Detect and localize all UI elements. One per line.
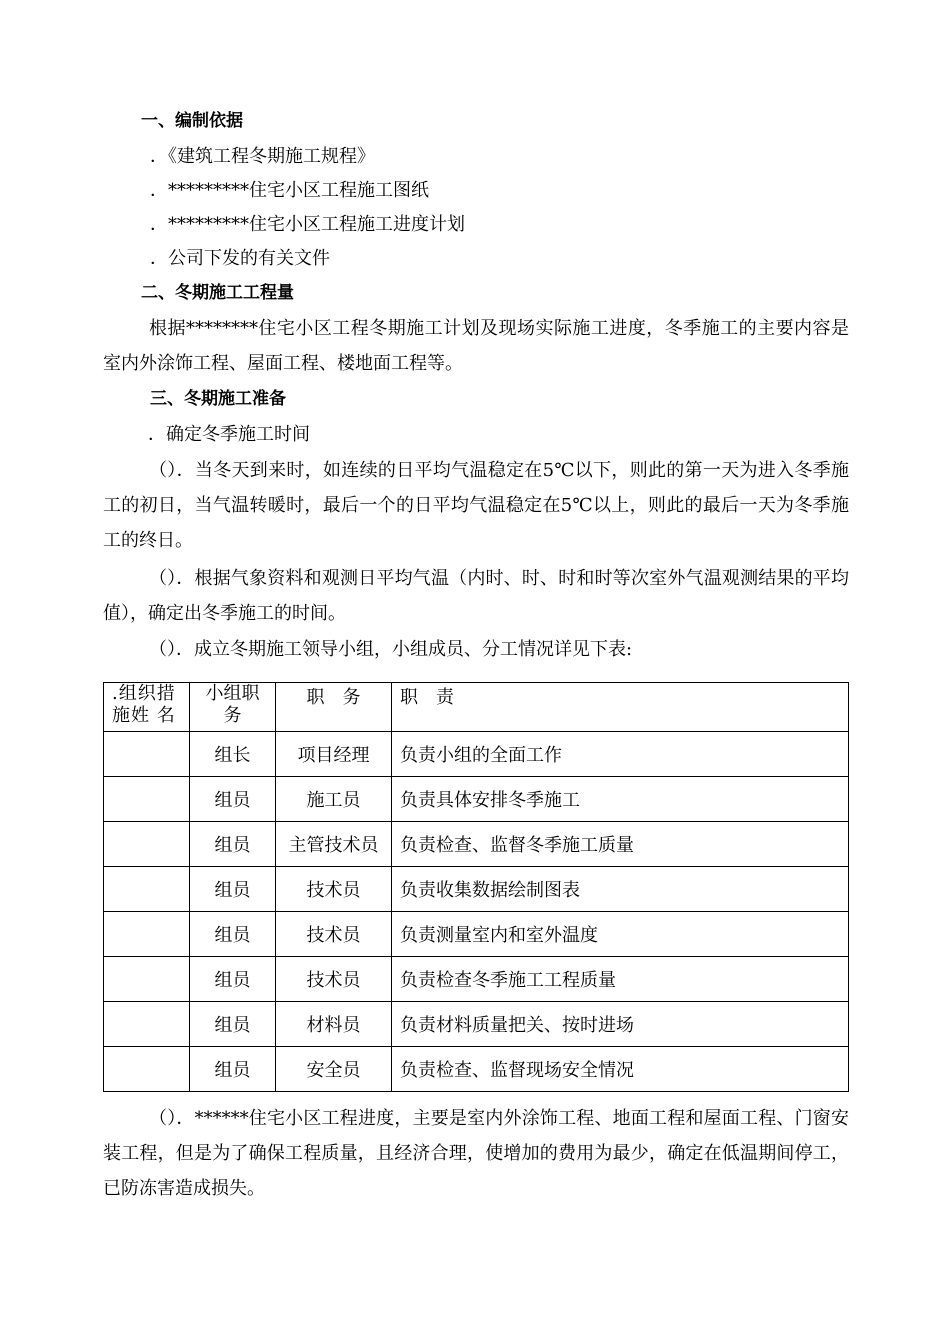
basis-item: ．公司下发的有关文件 xyxy=(150,248,330,269)
member-position: 技术员 xyxy=(276,912,392,957)
member-group-role: 组员 xyxy=(190,822,276,867)
member-name xyxy=(104,1002,190,1047)
member-group-role: 组员 xyxy=(190,1002,276,1047)
header-group-role: 小组职务 xyxy=(190,683,276,732)
member-position: 技术员 xyxy=(276,957,392,1002)
table-row xyxy=(104,912,849,957)
member-duty: 负责收集数据绘制图表 xyxy=(392,867,849,912)
member-name xyxy=(104,1047,190,1092)
member-duty: 负责测量室内和室外温度 xyxy=(392,912,849,957)
member-name xyxy=(104,732,190,777)
basis-item: ．《建筑工程冬期施工规程》 xyxy=(150,146,375,167)
header-name: .组织措施姓 名 xyxy=(104,683,190,732)
member-position: 安全员 xyxy=(276,1047,392,1092)
member-position: 项目经理 xyxy=(276,732,392,777)
member-group-role: 组长 xyxy=(190,732,276,777)
member-duty: 负责小组的全面工作 xyxy=(392,732,849,777)
paragraph-start-date: （）．当冬天到来时，如连续的日平均气温稳定在5℃以下，则此的第一天为进入冬季施工的初日，当气温转暖时，最后一个的日平均气温稳定在5℃以上，则此的最后一天为冬季施工的终日。 xyxy=(103,460,849,551)
section-2-paragraph: 根据********住宅小区工程冬期施工计划及现场实际施工进度，冬季施工的主要内容是室内外涂饰工程、屋面工程、楼地面工程等。 xyxy=(103,318,849,374)
member-duty: 负责材料质量把关、按时进场 xyxy=(392,1002,849,1047)
member-group-role: 组员 xyxy=(190,957,276,1002)
table-row xyxy=(104,1002,849,1047)
section-3-heading: 三、冬期施工准备 xyxy=(150,389,286,409)
table-row xyxy=(104,732,849,777)
header-duty: 职 责 xyxy=(392,683,849,732)
paragraph-progress-stop: （）．******住宅小区工程进度，主要是室内外涂饰工程、地面工程和屋面工程、门窗安装工程，但是为了确保工程质量，且经济合理，使增加的费用为最少，确定在低温期间停工，已防冻害造成损失。 xyxy=(103,1108,849,1199)
member-group-role: 组员 xyxy=(190,912,276,957)
member-group-role: 组员 xyxy=(190,867,276,912)
member-name xyxy=(104,822,190,867)
table-row xyxy=(104,867,849,912)
member-position: 技术员 xyxy=(276,867,392,912)
leadership-table xyxy=(103,682,849,1092)
basis-item: ．*********住宅小区工程施工图纸 xyxy=(150,180,429,201)
member-duty: 负责检查、监督现场安全情况 xyxy=(392,1047,849,1092)
table-row xyxy=(104,957,849,1002)
member-name xyxy=(104,912,190,957)
member-duty: 负责检查、监督冬季施工质量 xyxy=(392,822,849,867)
table-row xyxy=(104,1047,849,1092)
section-1-heading: 一、编制依据 xyxy=(141,111,243,131)
table-row xyxy=(104,822,849,867)
member-group-role: 组员 xyxy=(190,1047,276,1092)
paragraph-leadership-group: （）．成立冬期施工领导小组，小组成员、分工情况详见下表: xyxy=(149,639,633,660)
table-row xyxy=(104,777,849,822)
member-duty: 负责具体安排冬季施工 xyxy=(392,777,849,822)
member-position: 施工员 xyxy=(276,777,392,822)
section-3-subheading: ．确定冬季施工时间 xyxy=(148,424,310,445)
member-name xyxy=(104,957,190,1002)
member-position: 主管技术员 xyxy=(276,822,392,867)
member-group-role: 组员 xyxy=(190,777,276,822)
paragraph-determine-time: （）．根据气象资料和观测日平均气温（内时、时、时和时等次室外气温观测结果的平均值），确定出冬季施工的时间。 xyxy=(103,568,849,624)
basis-item: ．*********住宅小区工程施工进度计划 xyxy=(150,214,465,235)
member-duty: 负责检查冬季施工工程质量 xyxy=(392,957,849,1002)
member-name xyxy=(104,867,190,912)
member-position: 材料员 xyxy=(276,1002,392,1047)
table-header-row xyxy=(104,683,849,732)
member-name xyxy=(104,777,190,822)
section-2-heading: 二、冬期施工工程量 xyxy=(141,283,294,303)
header-position: 职 务 xyxy=(276,683,392,732)
